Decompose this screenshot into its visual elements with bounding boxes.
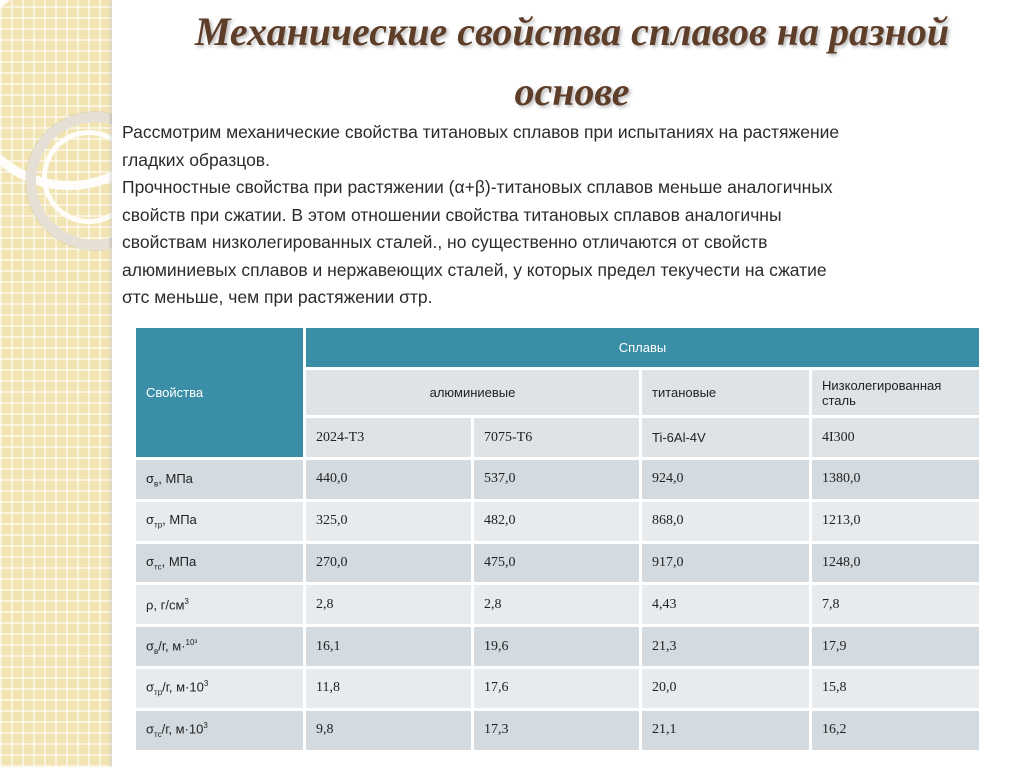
group-aluminum: алюминиевые: [305, 369, 641, 417]
property-unit: /г, м·10: [162, 679, 204, 695]
value-cell: 17,6: [473, 667, 641, 709]
group-steel-line-1: Низколегированная: [822, 377, 942, 393]
intro-text: [122, 119, 1002, 312]
value-cell: 1248,0: [811, 542, 981, 584]
value-cell: 4,43: [641, 584, 811, 626]
property-symbol: σ: [146, 679, 155, 695]
table-row: [135, 542, 981, 584]
paragraph-2-line-5: σтс меньше, чем при растяжении σтр.: [122, 287, 433, 307]
property-superscript: 3: [203, 721, 208, 731]
property-symbol: σ: [146, 470, 155, 486]
property-unit: /г, м·10: [161, 721, 204, 737]
property-label: [135, 500, 305, 542]
table-body: [135, 459, 981, 752]
paragraph-1-line-2: гладких образцов.: [122, 149, 270, 170]
property-symbol: σ: [146, 554, 155, 570]
table-row: [135, 500, 981, 542]
alloy-4i300: 4I300: [811, 417, 981, 459]
table-row: [135, 626, 981, 668]
table-row: [135, 667, 981, 709]
value-cell: 924,0: [641, 459, 811, 501]
property-superscript: 3: [184, 597, 189, 607]
value-cell: 16,2: [811, 709, 981, 751]
property-label: [135, 709, 305, 751]
property-unit: , МПа: [162, 512, 197, 528]
property-subscript: в: [154, 646, 159, 656]
alloy-2024-t3: 2024-T3: [305, 417, 473, 459]
property-subscript: тр: [154, 688, 163, 698]
property-unit: , г/см: [153, 597, 185, 613]
property-label: [135, 542, 305, 584]
value-cell: 917,0: [641, 542, 811, 584]
value-cell: 15,8: [811, 667, 981, 709]
value-cell: 2,8: [473, 584, 641, 626]
paragraph-1-line-1: Рассмотрим механические свойства титановых сплавов при испытаниях на растяжение: [122, 122, 840, 142]
property-superscript: 10³: [185, 637, 198, 647]
title-line-2: основе: [514, 69, 630, 114]
property-subscript: тр: [154, 520, 163, 530]
value-cell: 1213,0: [811, 500, 981, 542]
property-unit: , МПа: [161, 554, 197, 570]
property-label: [135, 459, 305, 501]
value-cell: 440,0: [305, 459, 473, 501]
group-steel: [811, 369, 981, 417]
paragraph-2-line-4: алюминиевых сплавов и нержавеющих сталей, у которых предел текучести на сжатие: [122, 259, 827, 280]
property-subscript: в: [154, 479, 159, 489]
value-cell: 325,0: [305, 500, 473, 542]
value-cell: 17,3: [473, 709, 641, 751]
value-cell: 482,0: [473, 500, 641, 542]
property-unit: , МПа: [158, 470, 193, 486]
value-cell: 21,3: [641, 626, 811, 668]
value-cell: 19,6: [473, 626, 641, 668]
value-cell: 11,8: [305, 667, 473, 709]
slide-title: [120, 2, 1024, 122]
value-cell: 21,1: [641, 709, 811, 751]
property-label: [135, 667, 305, 709]
paragraph-2-line-1: Прочностные свойства при растяжении (α+β)-титановых сплавов меньше аналогичных: [122, 177, 833, 197]
property-unit: /г, м·: [158, 637, 186, 653]
value-cell: 9,8: [305, 709, 473, 751]
value-cell: 16,1: [305, 626, 473, 668]
table-row: [135, 709, 981, 751]
property-subscript: тс: [154, 730, 162, 740]
value-cell: 7,8: [811, 584, 981, 626]
decorative-side-panel: [0, 0, 112, 767]
value-cell: 20,0: [641, 667, 811, 709]
property-symbol: σ: [146, 637, 155, 653]
paragraph-2-line-2: свойств при сжатии. В этом отношении свойства титановых сплавов аналогичны: [122, 204, 782, 225]
alloy-7075-t6: 7075-T6: [473, 417, 641, 459]
property-subscript: тс: [154, 562, 162, 572]
table-row: [135, 584, 981, 626]
group-titanium: титановые: [641, 369, 811, 417]
paragraph-2: [122, 174, 1002, 312]
property-label: [135, 584, 305, 626]
value-cell: 475,0: [473, 542, 641, 584]
value-cell: 270,0: [305, 542, 473, 584]
group-steel-line-2: сталь: [822, 392, 856, 408]
property-symbol: σ: [146, 721, 155, 737]
properties-table: [133, 325, 982, 753]
title-line-1: Механические свойства сплавов на разной: [194, 9, 950, 54]
alloy-ti-6al-4v: Ti-6Al-4V: [641, 417, 811, 459]
value-cell: 2,8: [305, 584, 473, 626]
paragraph-1: [122, 119, 1002, 174]
header-alloys: Сплавы: [305, 327, 981, 369]
header-properties: Свойства: [135, 327, 305, 459]
property-symbol: ρ: [146, 597, 154, 613]
property-symbol: σ: [146, 512, 155, 528]
value-cell: 868,0: [641, 500, 811, 542]
property-label: [135, 626, 305, 668]
value-cell: 1380,0: [811, 459, 981, 501]
paragraph-2-line-3: свойствам низколегированных сталей., но существенно отличаются от свойств: [122, 232, 768, 252]
value-cell: 17,9: [811, 626, 981, 668]
property-superscript: 3: [203, 679, 209, 689]
value-cell: 537,0: [473, 459, 641, 501]
table-row: [135, 459, 981, 501]
